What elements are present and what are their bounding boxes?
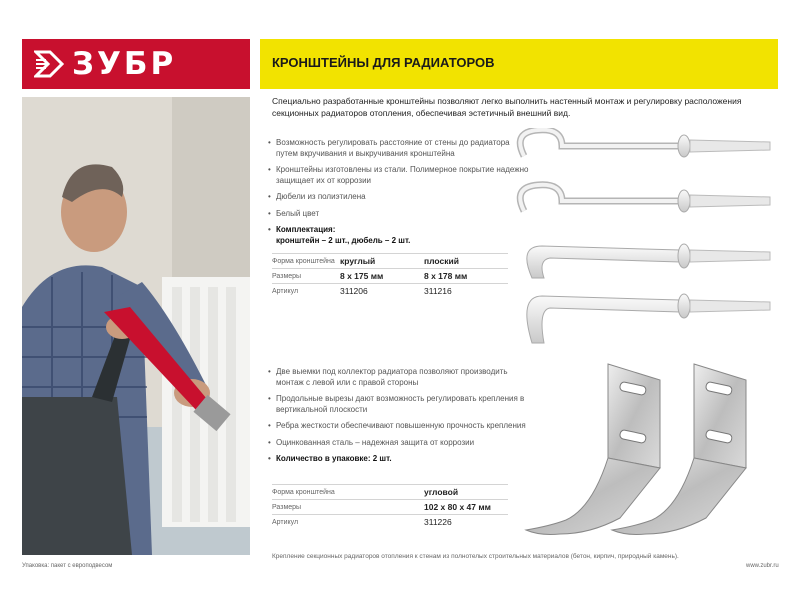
product-photo [22, 97, 250, 555]
footer-note: Крепление секционных радиаторов отопления к стенам из полнотелых строительных материалов (бетон, кирпич, природный камень). [272, 553, 679, 560]
list-item: • Оцинкованная сталь – надежная защита от коррозии [268, 438, 530, 449]
quantity-item: • Количество в упаковке: 2 шт. [268, 454, 530, 465]
hook-brackets-illustration [512, 128, 780, 353]
table-row [272, 269, 508, 284]
angle-brackets-illustration [520, 358, 778, 546]
spec-table-angle [272, 484, 508, 529]
spec-table-round [272, 253, 508, 298]
brand-logo: ЗУБР [72, 46, 177, 82]
row-label: Форма кронштейна [272, 485, 424, 500]
feature-list-round [268, 138, 530, 252]
kit-value: кронштейн – 2 шт., дюбель – 2 шт. [276, 235, 411, 245]
flat-hook-icon [527, 294, 770, 343]
row-label: Размеры [272, 269, 340, 284]
row-label: Артикул [272, 515, 424, 530]
round-hook-icon [520, 130, 770, 157]
list-item: • Две выемки под коллектор радиатора позволяют производить монтаж с левой или с правой стороны [268, 367, 530, 388]
cell: 102 x 80 x 47 мм [424, 500, 508, 515]
table-row [272, 284, 508, 299]
feature-list-angle [268, 367, 530, 471]
cell: 311226 [424, 515, 508, 530]
table-row [272, 515, 508, 530]
row-label: Размеры [272, 500, 424, 515]
cell: круглый [340, 254, 424, 269]
website-link[interactable]: www.zubr.ru [746, 563, 779, 569]
table-row [272, 485, 508, 500]
cell: 311206 [340, 284, 424, 299]
list-item: • Возможность регулировать расстояние от стены до радиатора путем вкручивания и выкручивания кронштейна [268, 138, 530, 159]
kit-item [268, 225, 530, 246]
angle-bracket-icon [526, 364, 660, 535]
intro-text: Специально разработанные кронштейны позволяют легко выполнить настенный монтаж и регулировку расположения секционных радиаторов отопления, обеспечивая эстетичный внешний вид. [272, 96, 742, 118]
kit-label: Комплектация: [276, 225, 336, 234]
row-label: Артикул [272, 284, 340, 299]
list-item: • Ребра жесткости обеспечивают повышенную прочность крепления [268, 421, 530, 432]
cell: 311216 [424, 284, 508, 299]
list-item: • Кронштейны изготовлены из стали. Полимерное покрытие надежно защищает их от коррозии [268, 165, 530, 186]
list-item: • Продольные вырезы дают возможность регулировать крепления в вертикальной плоскости [268, 394, 530, 415]
cell: 8 x 178 мм [424, 269, 508, 284]
cell: угловой [424, 485, 508, 500]
row-label: Форма кронштейна [272, 254, 340, 269]
table-row [272, 500, 508, 515]
list-item: • Белый цвет [268, 209, 530, 220]
flat-hook-icon [527, 244, 770, 278]
list-item: • Дюбели из полиэтилена [268, 192, 530, 203]
cell: 8 x 175 мм [340, 269, 424, 284]
brand-arrow-icon [34, 50, 64, 78]
round-hook-icon [520, 185, 770, 212]
table-row [272, 254, 508, 269]
page-title: КРОНШТЕЙНЫ ДЛЯ РАДИАТОРОВ [272, 55, 495, 70]
cell: плоский [424, 254, 508, 269]
packaging-text: Упаковка: пакет с европодвесом [22, 563, 113, 569]
